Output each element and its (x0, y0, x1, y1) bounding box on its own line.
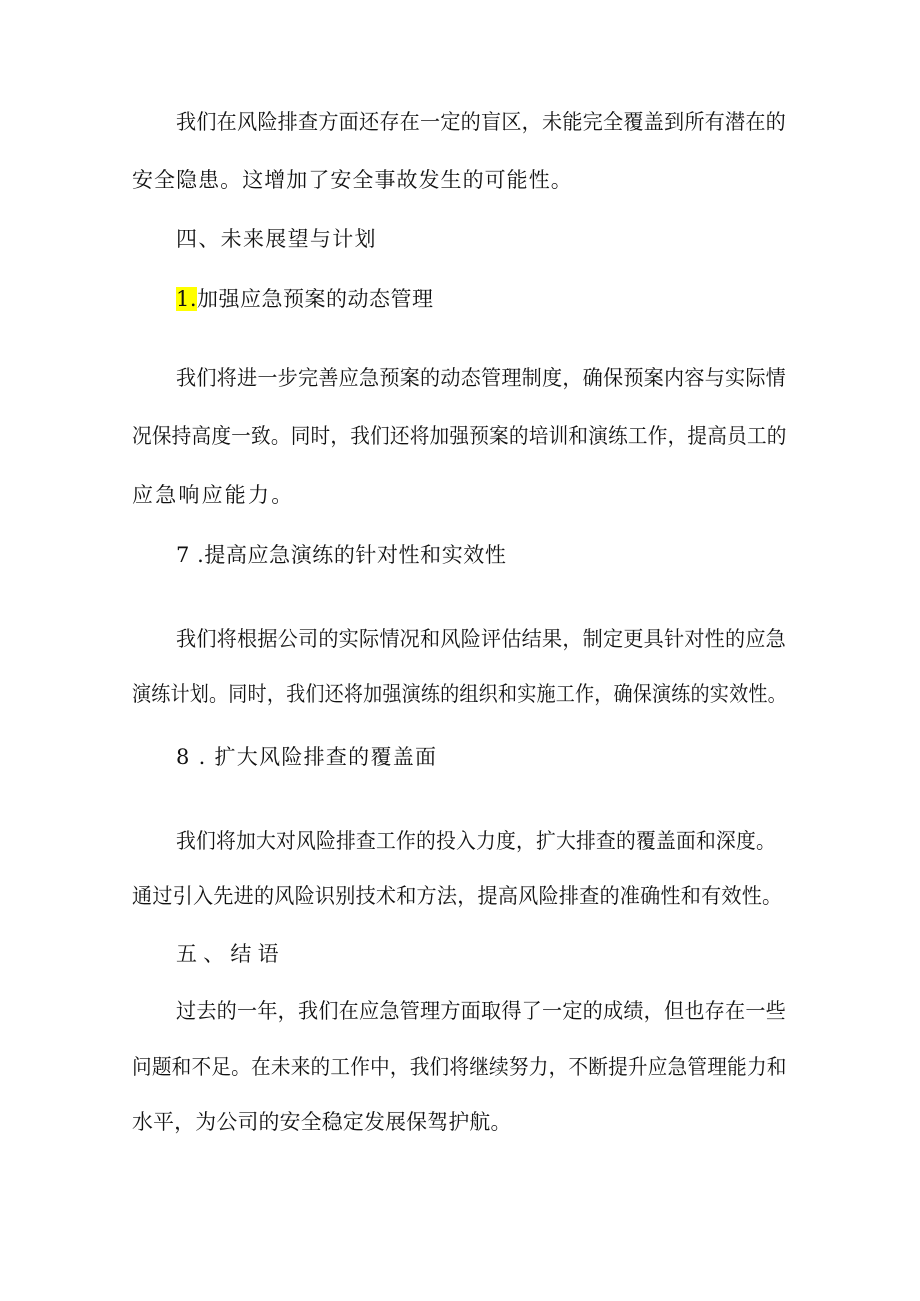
section-heading: 五、结语 (176, 942, 285, 966)
highlighted-number: 1. (176, 287, 198, 311)
paragraph-line: 我们将根据公司的实际情况和风险评估结果，制定更具针对性的应急 (176, 627, 786, 651)
paragraph-line: 过去的一年，我们在应急管理方面取得了一定的成绩，但也存在一些 (176, 999, 786, 1023)
paragraph-line: 况保持高度一致。同时，我们还将加强预案的培训和演练工作，提高员工的 (132, 424, 787, 448)
paragraph-line: 我们将加大对风险排查工作的投入力度，扩大排查的覆盖面和深度。 (176, 829, 777, 853)
subheading: 7 .提高应急演练的针对性和实效性 (176, 543, 507, 567)
subheading (176, 285, 434, 313)
paragraph-line: 我们将进一步完善应急预案的动态管理制度，确保预案内容与实际情 (176, 366, 786, 390)
paragraph-line: 水平，为公司的安全稳定发展保驾护航。 (132, 1110, 512, 1134)
paragraph-line: 演练计划。同时，我们还将加强演练的组织和实施工作，确保演练的实效性。 (132, 682, 787, 706)
paragraph-line: 应急响应能力。 (132, 483, 295, 507)
paragraph-line: 问题和不足。在未来的工作中，我们将继续努力，不断提升应急管理能力和 (132, 1055, 787, 1079)
section-heading: 四、未来展望与计划 (176, 227, 377, 251)
paragraph-line: 我们在风险排查方面还存在一定的盲区，未能完全覆盖到所有潜在的 (176, 110, 786, 134)
subheading-text: 加强应急预案的动态管理 (197, 287, 434, 311)
paragraph-line: 通过引入先进的风险识别技术和方法，提高风险排查的准确性和有效性。 (132, 884, 783, 908)
paragraph-line: 安全隐患。这增加了安全事故发生的可能性。 (132, 168, 573, 192)
subheading: 8 . 扩大风险排查的覆盖面 (176, 745, 438, 769)
